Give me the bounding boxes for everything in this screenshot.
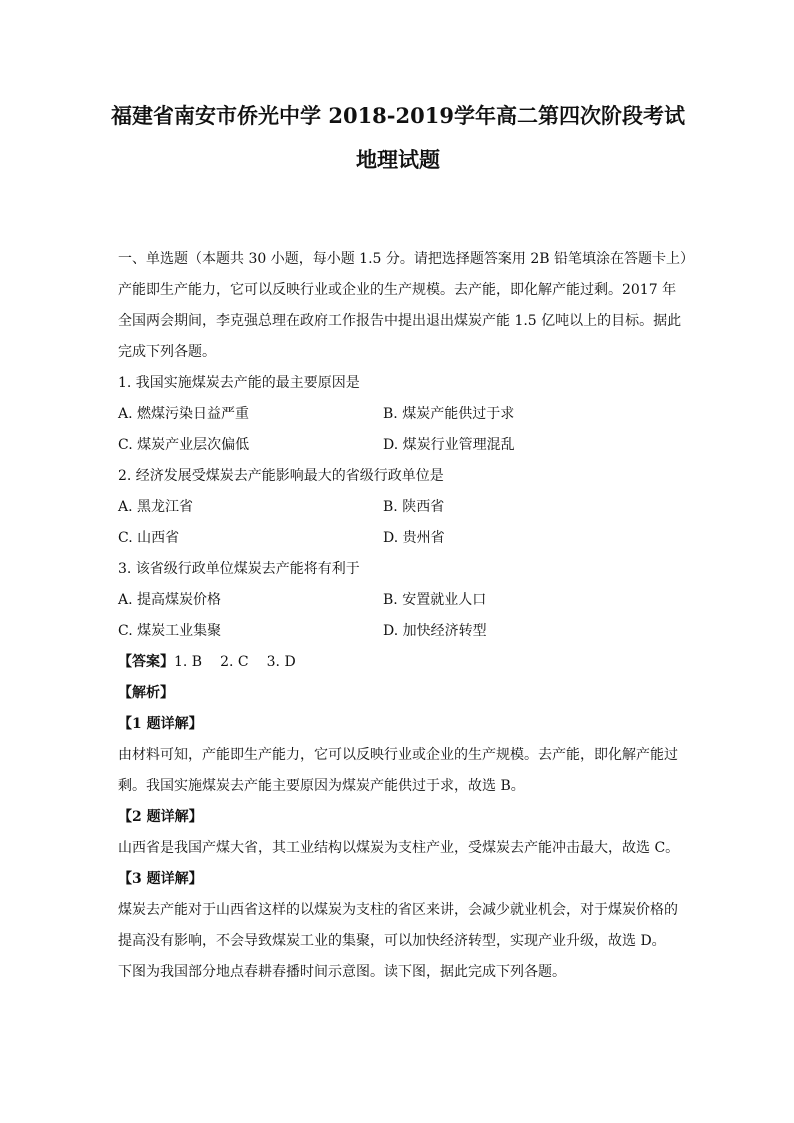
- option-row: [118, 523, 678, 554]
- intro-line: 完成下列各题。: [118, 344, 216, 360]
- option-b: B. 陕西省: [383, 499, 445, 515]
- detail-label: 【1 题详解】: [118, 716, 203, 732]
- option-c: C. 山西省: [118, 530, 180, 546]
- option-a: A. 提高煤炭价格: [118, 592, 222, 608]
- detail-text: 煤炭去产能对于山西省这样的以煤炭为支柱的省区来讲，会减少就业机会，对于煤炭价格的: [118, 902, 678, 918]
- intro-line: 产能即生产能力，它可以反映行业或企业的生产规模。去产能，即化解产能过剩。2017 年: [118, 282, 677, 298]
- intro-line: 全国两会期间，李克强总理在政府工作报告中提出退出煤炭产能 1.5 亿吨以上的目标。据此: [118, 313, 682, 329]
- answer-item: 1. B: [174, 654, 203, 670]
- option-row: [118, 399, 678, 430]
- question-stem: 2. 经济发展受煤炭去产能影响最大的省级行政单位是: [118, 468, 444, 484]
- section-heading: 一、单选题（本题共 30 小题，每小题 1.5 分。请把选择题答案用 2B 铅笔填涂在答题卡上）: [118, 251, 694, 267]
- analysis-label: 【解析】: [118, 685, 174, 701]
- option-row: [118, 430, 678, 461]
- option-row: [118, 616, 678, 647]
- option-a: A. 黑龙江省: [118, 499, 194, 515]
- question-stem: 3. 该省级行政单位煤炭去产能将有利于: [118, 561, 360, 577]
- answer-item: 2. C: [220, 654, 249, 670]
- next-section-intro: 下图为我国部分地点春耕春播时间示意图。读下图，据此完成下列各题。: [118, 964, 566, 980]
- option-row: [118, 492, 678, 523]
- document-body: [118, 244, 694, 988]
- document-title: 福建省南安市侨光中学 2018-2019学年高二第四次阶段考试: [111, 103, 685, 128]
- detail-text: 山西省是我国产煤大省，其工业结构以煤炭为支柱产业，受煤炭去产能冲击最大，故选 C。: [118, 840, 680, 856]
- document-subtitle: 地理试题: [356, 147, 440, 172]
- answer-line: [118, 647, 678, 678]
- option-c: C. 煤炭工业集聚: [118, 623, 222, 639]
- answer-item: 3. D: [266, 654, 296, 670]
- answer-label: 【答案】: [118, 654, 174, 670]
- detail-label: 【3 题详解】: [118, 871, 203, 887]
- question-stem: 1. 我国实施煤炭去产能的最主要原因是: [118, 375, 360, 391]
- detail-text: 剩。我国实施煤炭去产能主要原因为煤炭产能供过于求，故选 B。: [118, 778, 525, 794]
- option-d: D. 加快经济转型: [383, 623, 487, 639]
- option-b: B. 安置就业人口: [383, 592, 487, 608]
- detail-label: 【2 题详解】: [118, 809, 203, 825]
- option-d: D. 贵州省: [383, 530, 445, 546]
- option-b: B. 煤炭产能供过于求: [383, 406, 515, 422]
- detail-text: 由材料可知，产能即生产能力，它可以反映行业或企业的生产规模。去产能，即化解产能过: [118, 747, 678, 763]
- option-row: [118, 585, 678, 616]
- option-c: C. 煤炭产业层次偏低: [118, 437, 250, 453]
- detail-text: 提高没有影响，不会导致煤炭工业的集聚，可以加快经济转型，实现产业升级，故选 D。: [118, 933, 666, 949]
- option-d: D. 煤炭行业管理混乱: [383, 437, 515, 453]
- option-a: A. 燃煤污染日益严重: [118, 406, 250, 422]
- document-page: [111, 100, 694, 988]
